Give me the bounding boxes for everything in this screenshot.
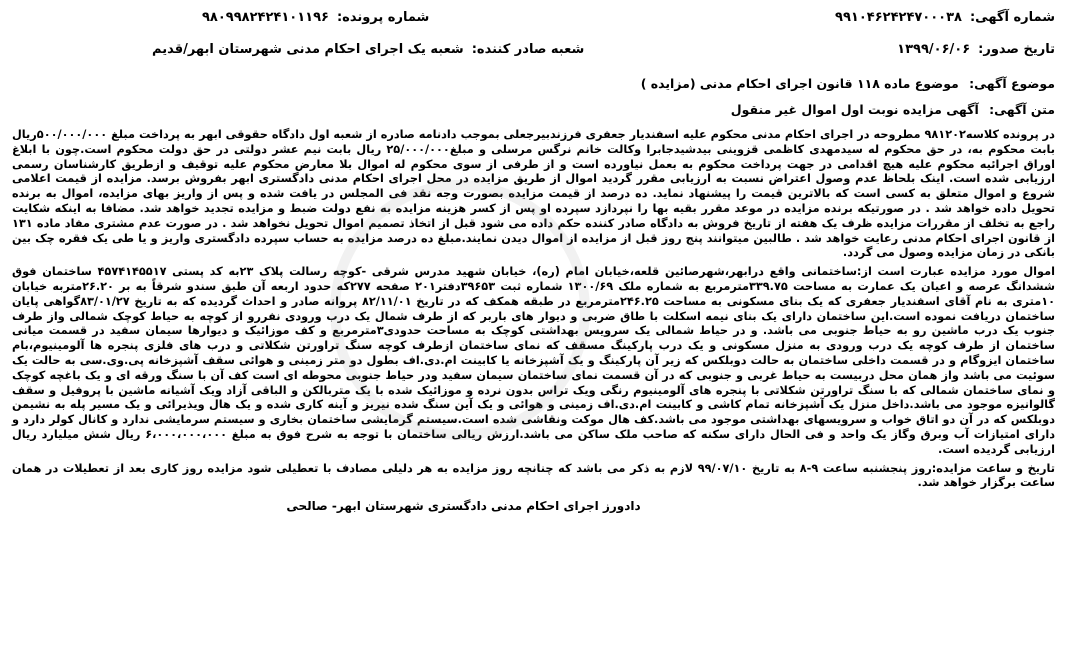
file-number-label: شماره پرونده: bbox=[336, 9, 430, 25]
ad-body bbox=[12, 128, 1055, 491]
signature: دادورز اجرای احکام مدنی دادگستری شهرستان ابهر- صالحی bbox=[286, 499, 641, 514]
ad-number-value: ۹۹۱۰۴۶۲۴۲۴۷۰۰۰۳۸ bbox=[835, 9, 962, 25]
issue-date-label: تاریخ صدور: bbox=[978, 41, 1055, 57]
issuer-value: شعبه یک اجرای احکام مدنی شهرستان ابهر/قدیم bbox=[152, 41, 464, 57]
ad-subject bbox=[12, 76, 1055, 96]
ad-number bbox=[835, 10, 1055, 25]
paragraph-property: اموال مورد مزایده عبارت است از:ساختمانی واقع درابهر،شهرصائین قلعه،خیابان امام (ره)، خیابان شهید مدرس شرقی -کوچه رسالت پلاک ۲۳به کد پستی ۴۵۷۴۱۴۵۵۱۷ ساختمان فوق ششدانگ عرصه و اعیان یک عمارت به مساحت ۳۳۹.۷۵مترمربع به شماره ملک ۱۳۰۰/۶۹ شماره ثبت ۳۹۶۵۳دفتر۲۰۱ صفحه ۲۷۷که حدود اربعه آن طبق سندو شرقاً به بر ۲۶.۲۰متربه خیابان ۱۰متری به نام آقای اسفندیار جعفری که یک بنای مسکونی به مساحت ۲۴۶.۲۵مترمربع در طبقه همکف که در تاریخ ۸۲/۱۱/۰۱ پروانه صادر و احداث گردیده که به تاریخ ۸۳/۰۱/۲۷گواهی پایان ساختمان دریافت نموده است.این ساختمان دارای یک بنای نیمه اسکلت با طاق ضربی و دیوار های باربر که از طرف شمال یک درب ورودی نفررو از کوچه به حیاط کوچک شمالی واز طرف جنوب یک درب ماشین رو به حیاط جنوبی می باشد. و در حیاط شمالی یک سرویس بهداشتی کوچک به مساحت حدودی۳مترمربع و کف موزائیک و دیوارها سیمان سفید در قسمت میانی ساختمان از طرف کوچه یک درب ورودی به منزل مسکونی و یک درب پارکینگ مسقف که نمای ساختمان ازطرف کوچه سنگ تراورتن شکلاتی و درب های فلزی پنجره ها آلومینیوم،بام ساختمان ایزوگام و در قسمت داخلی ساختمان به حالت دوبلکس که زیر آن پارکینگ و یک آشپزخانه یا کابینت ام.دی.اف بطول دو متر زمینی و هوائی سقف آشپزخانه پی.وی.سی به حالت یک سوئیت می باشد واز همان محل دربیست به حیاط غربی و جنوبی که در آن قسمت نمای ساختمان سیمان سفید ودر حیاط جنوبی محوطه ای است کف آن با سنگ ورقه ای و یک باغچه کوچک و نمای ساختمان شمالی که با سنگ تراورتن شکلاتی با پنجره های آلومینیوم رنگی ویک تراس بدون نرده و موزائیک شده با یک متربالکن و الباقی آزاد ویک آشیانه ماشین با پروفیل و سقف گالوانیزه موجود می باشد.داخل منزل یک آشپزخانه تمام کاشی و کابینت ام.دی.اف زمینی و هوائی و یک آین سنگ شده نیریز و آینه کاری شده و یک هال ویذیرائی و یک مسیر پله به نشیمن دوبلکس که در آن دو اتاق خواب و سرویسهای بهداشتی موجود می باشد.کف هال موکت ونقاشی شده است.سیستم گرمایشی ساختمان بخاری و سیستم سرمایشی ندارد و کانال کولر دارد و دارای امتیازات آب وبرق وگاز یک واحد و فی الحال دارای سکنه که صاحب ملک ساکن می باشد.ارزش ریالی ساختمان با توجه به شرح فوق به مبلغ ۶،۰۰۰،۰۰۰،۰۰۰ ریال شش میلیارد ریال ارزیابی گردیده است. bbox=[12, 265, 1055, 456]
paragraph-date: تاریخ و ساعت مزایده:روز پنجشنبه ساعت ۹-۸ به تاریخ ۹۹/۰۷/۱۰ لازم به ذکر می باشد که چنانچه روز مزایده به هر دلیلی مصادف با تعطیلی شود مزایده روز کاری بعد از تعطیلات در همان ساعت برگزار خواهد شد. bbox=[12, 461, 1055, 490]
issue-date bbox=[897, 42, 1055, 57]
header-row-1 bbox=[12, 6, 1055, 28]
issuer-label: شعبه صادر کننده: bbox=[471, 41, 585, 57]
file-number-value: ۹۸۰۹۹۸۲۴۲۴۱۰۱۱۹۶ bbox=[202, 9, 329, 25]
ad-number-label: شماره آگهی: bbox=[969, 9, 1055, 25]
subject-value: موضوع ماده ۱۱۸ قانون اجرای احکام مدنی (مزایده ) bbox=[640, 76, 959, 91]
body-title-value: آگهی مزایده نوبت اول اموال غیر منقول bbox=[730, 102, 979, 117]
subject-label: موضوع آگهی: bbox=[969, 76, 1055, 91]
file-number bbox=[202, 10, 429, 25]
issuer bbox=[152, 42, 584, 57]
body-title-label: متن آگهی: bbox=[989, 102, 1055, 117]
header-row-2 bbox=[12, 38, 1055, 60]
issue-date-value: ۱۳۹۹/۰۶/۰۶ bbox=[897, 41, 971, 57]
ad-body-title bbox=[12, 102, 1055, 122]
paragraph-terms: در پرونده کلاسه۹۸۱۲۰۲ مطروحه در اجرای احکام مدنی محکوم علیه اسفندیار جعفری فرزندبیرجعلی بموجب دادنامه صادره از شعبه اول دادگاه حقوقی ابهر به پرداخت مبلغ ۵۰۰/۰۰۰/۰۰۰ریال بابت محکوم به، در حق محکوم له سیدمهدی کاظمی قزوینی بیدشیدجابرا وکالت خانم نرگس مرسلی و مبلغ۲۵/۰۰۰/۰۰۰ ریال بابت نیم عشر دولتی در حق دولت محکوم است.چون با ابلاغ اوراق اجرائیه محکوم علیه هیچ اقدامی در جهت پرداخت محکوم به بعمل نیاورده است و از طرفی از سوی محکوم له اموال بلا معارض محکوم علیه توقیف و ازطریق کارشناسان رسمی ارزیابی شده است. اینک بلحاظ عدم وصول اعتراض نسبت به ارزیابی مقرر گردید اموال از طریق مزایده در محل اجرای احکام مدنی دادگستری ابهر بفروش برسد. مزایده از قیمت اعلامی شروع و اموال متعلق به کسی است که بالاترین قیمت را پیشنهاد نماید. ده درصد از قیمت مزایده بصورت وجه نقد فی المجلس در یافت شده و پس از واریز بهای مزایده، اموال به برنده تحویل داده خواهد شد . در صورتیکه برنده مزایده در موعد مقرر بقیه بها را نپردازد سپرده او پس از کسر هزینه مزایده به نفع دولت ضبط و مزایده تجدید خواهد شد. مضافا به اینکه شکایت راجع به تخلف از مقررات مزایده ظرف یک هفته از تاریخ فروش به دادگاه صادر کننده حکم داده می شود قبل از اتخاذ تصمیم اموال تحویل نخواهد شد . در صورت عدم مشتری مفاد ماده ۱۳۱ از قانون اجرای احکام مدنی رعایت خواهد شد . طالبین میتوانند پنج روز قبل از مزایده از اموال دیدن نمایند.مبلغ ده درصد مزایده به حساب سپرده دادگستری واریز و یا طی یک فقره چک بین بانکی در زمان مزایده وصول می گردد. bbox=[12, 128, 1055, 260]
